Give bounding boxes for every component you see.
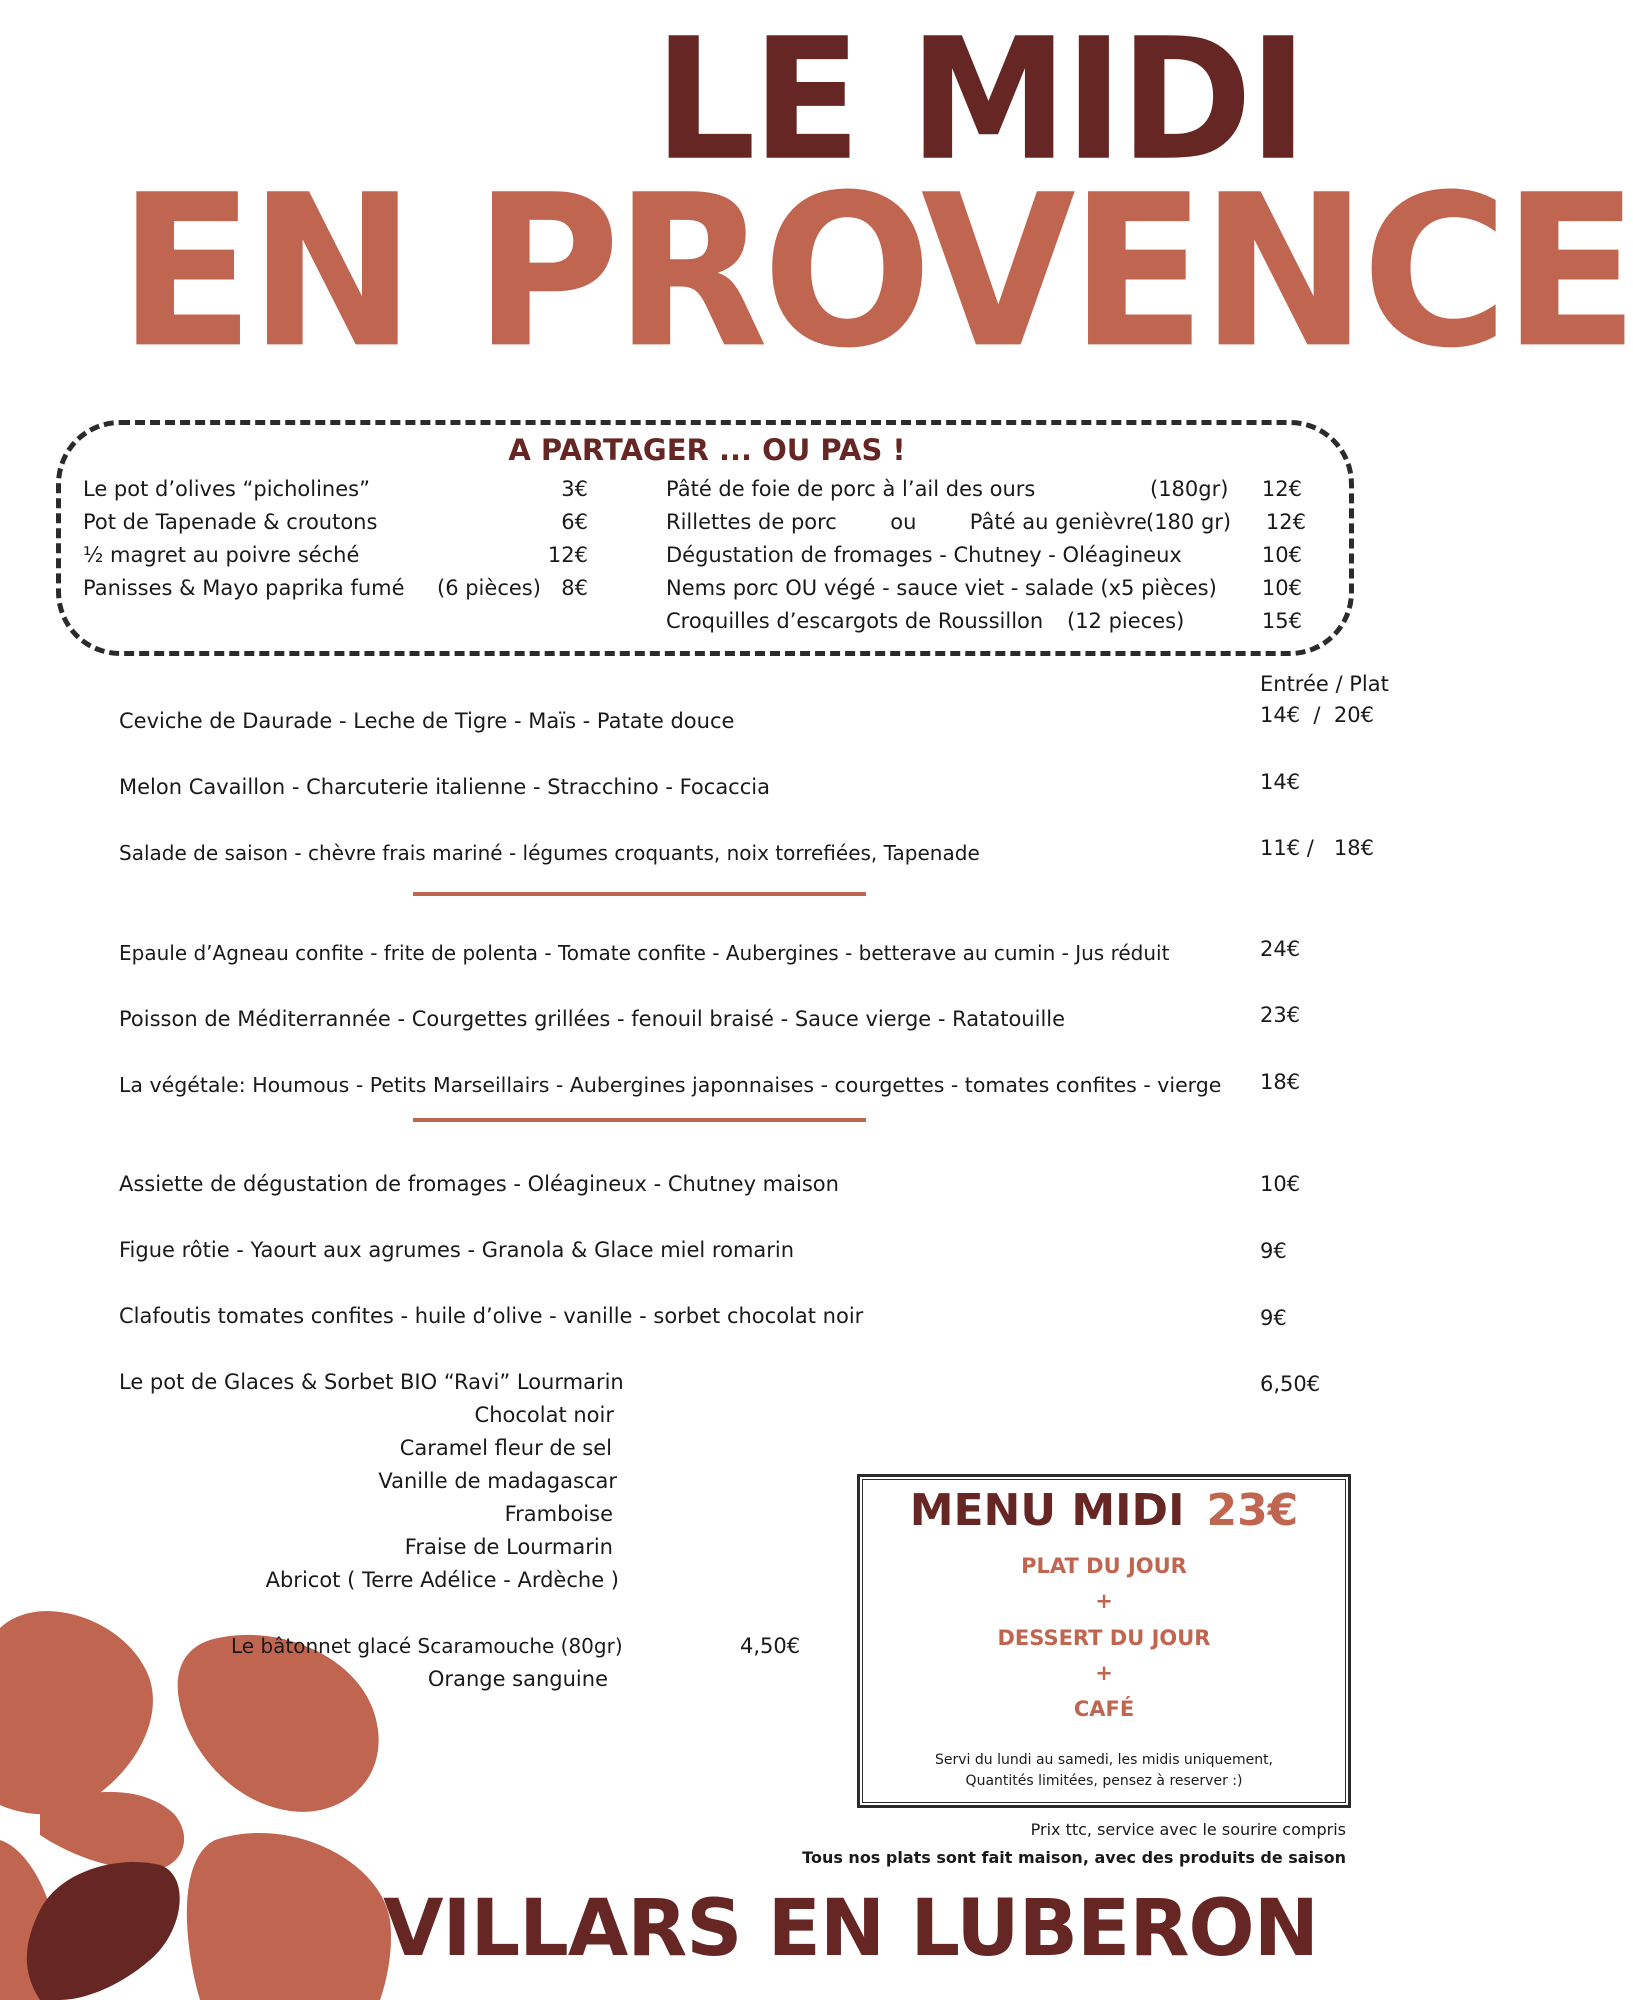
title-line-2: EN PROVENCE — [118, 150, 1633, 395]
flower-decoration — [0, 1600, 430, 2000]
share-left-price: 8€ — [561, 576, 588, 600]
main-item: Poisson de Méditerrannée - Courgettes grillées - fenouil braisé - Sauce vierge - Ratatouille — [119, 1007, 1066, 1031]
main-price: 18€ — [1260, 1070, 1301, 1094]
menu-midi-title: MENU MIDI — [909, 1485, 1185, 1536]
share-left-price: 6€ — [561, 510, 588, 534]
share-right-note: (12 pieces) — [1067, 609, 1185, 633]
price-column-header: Entrée / Plat — [1260, 672, 1389, 696]
main-item: Epaule d’Agneau confite - frite de polenta - Tomate confite - Aubergines - betterave au cumin - Jus réduit — [119, 941, 1170, 965]
dessert-price: 9€ — [1260, 1239, 1287, 1263]
baton-flavour: Orange sanguine — [427, 1667, 608, 1691]
menu-midi-item: CAFÉ — [1073, 1697, 1135, 1721]
menu-midi-note: Quantités limitées, pensez à reserver :) — [965, 1773, 1243, 1789]
share-right-note: (180gr) — [1150, 477, 1229, 501]
share-right-label: Pâté de foie de porc à l’ail des ours — [666, 477, 1036, 501]
starter-item: Ceviche de Daurade - Leche de Tigre - Maïs - Patate douce — [119, 709, 735, 733]
menu-midi-note: Servi du lundi au samedi, les midis uniquement, — [934, 1752, 1274, 1768]
starter-price: 14€ — [1260, 770, 1301, 794]
dessert-price: 9€ — [1260, 1306, 1287, 1330]
main-item: La végétale: Houmous - Petits Marseillairs - Aubergines japonnaises - courgettes - tomates confites - vierge — [119, 1073, 1222, 1097]
starter-price: 14€ / 20€ — [1260, 703, 1374, 727]
ice-cream-item: Le pot de Glaces & Sorbet BIO “Ravi” Lourmarin — [119, 1370, 624, 1394]
ice-cream-flavour: Fraise de Lourmarin — [404, 1535, 613, 1559]
title-line-1: LE MIDI — [653, 1, 1304, 198]
baton-price: 4,50€ — [740, 1634, 801, 1658]
dessert-price: 10€ — [1260, 1172, 1301, 1196]
share-right-price: 10€ — [1261, 576, 1302, 600]
share-left-note: (6 pièces) — [437, 576, 541, 600]
section-divider — [413, 892, 866, 896]
share-right-price: 12€ — [1265, 510, 1306, 534]
menu-midi-plus: + — [1095, 1589, 1113, 1613]
menu-midi-heading — [862, 1485, 1346, 1536]
share-right-price: 15€ — [1261, 609, 1302, 633]
ice-cream-flavour: Framboise — [504, 1502, 613, 1526]
flower-heart — [27, 1862, 180, 2000]
share-right-price: 10€ — [1261, 543, 1302, 567]
share-left-label: Le pot d’olives “picholines” — [83, 477, 370, 501]
ice-cream-flavour: Vanille de madagascar — [378, 1469, 617, 1493]
share-left-price: 12€ — [547, 543, 588, 567]
share-right-label: Croquilles d’escargots de Roussillon — [666, 609, 1044, 633]
ice-cream-flavour: Abricot ( Terre Adélice - Ardèche ) — [265, 1568, 619, 1592]
main-price: 23€ — [1260, 1003, 1301, 1027]
menu-midi-plus: + — [1095, 1661, 1113, 1685]
flower-petal-bottom-right — [187, 1833, 391, 2000]
share-right-price: 12€ — [1261, 477, 1302, 501]
footer-price-note: Prix ttc, service avec le sourire compris — [1030, 1820, 1346, 1839]
share-right-label: Rillettes de porc ou Pâté au genièvre — [666, 510, 1147, 534]
flower-petal-center — [40, 1792, 184, 1870]
flower-petal-right — [178, 1635, 379, 1812]
village-name: VILLARS EN LUBERON — [383, 1884, 1318, 1974]
dessert-item: Clafoutis tomates confites - huile d’olive - vanille - sorbet chocolat noir — [119, 1304, 864, 1328]
ice-cream-price: 6,50€ — [1260, 1372, 1321, 1396]
share-right-note: (180 gr) — [1146, 510, 1232, 534]
main-price: 24€ — [1260, 937, 1301, 961]
share-left-label: Panisses & Mayo paprika fumé — [83, 576, 405, 600]
starter-item: Salade de saison - chèvre frais mariné - légumes croquants, noix torrefiées, Tapenade — [119, 841, 980, 865]
share-heading: A PARTAGER ... OU PAS ! — [508, 433, 906, 467]
flower-petal-top — [0, 1611, 153, 1814]
footer-homemade-note: Tous nos plats sont fait maison, avec des produits de saison — [802, 1848, 1346, 1867]
starter-price: 11€ / 18€ — [1260, 836, 1374, 860]
dessert-item: Figue rôtie - Yaourt aux agrumes - Granola & Glace miel romarin — [119, 1238, 795, 1262]
share-right-label: Nems porc OU végé - sauce viet - salade (x5 pièces) — [666, 576, 1217, 600]
share-left-price: 3€ — [561, 477, 588, 501]
share-left-label: ½ magret au poivre séché — [83, 543, 360, 567]
menu-midi-item: PLAT DU JOUR — [1021, 1554, 1187, 1578]
menu-midi-item: DESSERT DU JOUR — [997, 1626, 1211, 1650]
baton-item: Le bâtonnet glacé Scaramouche (80gr) — [231, 1634, 623, 1658]
ice-cream-flavour: Caramel fleur de sel — [399, 1436, 612, 1460]
ice-cream-flavour: Chocolat noir — [474, 1403, 614, 1427]
starter-item: Melon Cavaillon - Charcuterie italienne - Stracchino - Focaccia — [119, 775, 770, 799]
section-divider — [413, 1118, 866, 1122]
share-left-label: Pot de Tapenade & croutons — [83, 510, 378, 534]
menu-midi-price: 23€ — [1206, 1485, 1299, 1536]
dessert-item: Assiette de dégustation de fromages - Oléagineux - Chutney maison — [119, 1172, 839, 1196]
share-right-label: Dégustation de fromages - Chutney - Oléagineux — [666, 543, 1182, 567]
